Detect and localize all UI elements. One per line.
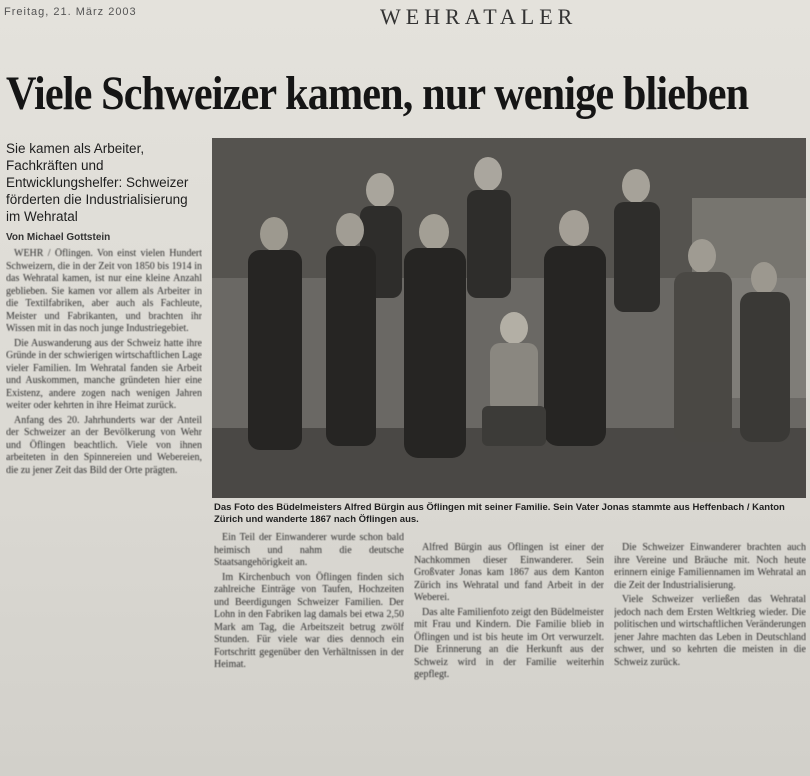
article-column-4 bbox=[614, 542, 806, 774]
article-column-3 bbox=[414, 542, 604, 774]
column-paragraph: Das alte Familienfoto zeigt den Büdelmeister mit Frau und Kindern. Die Familie blieb in Öflingen und ist bis heute im Ort verwurzelt. Die Erinnerung an die Herkunft aus der Schweiz wird in der Familie weiterhin gepflegt. bbox=[414, 606, 604, 680]
date-line: Freitag, 21. März 2003 bbox=[4, 6, 137, 18]
column-paragraph: Die Schweizer Einwanderer brachten auch ihre Vereine und Bräuche mit. Noch heute erinnern einige Familiennamen im Wehratal an die Zeit der Industrialisierung. bbox=[614, 542, 806, 591]
photo-caption: Das Foto des Büdelmeisters Alfred Bürgin aus Öflingen mit seiner Familie. Sein Vater Jonas stammte aus Heffenbach / Kanton Zürich und wanderte 1867 nach Öflingen aus. bbox=[214, 502, 785, 525]
article-column-1 bbox=[6, 248, 202, 772]
column-paragraph: Im Kirchenbuch von Öflingen finden sich zahlreiche Einträge von Taufen, Hochzeiten und Beerdigungen Schweizer Familien. Der Lohn in den Fabriken lag damals bei etwa 2,50 Mark am Tag, die Arbeitszeit betrug zwölf Stunden. Für viele war dies dennoch ein Fortschritt gegenüber den Verhältnissen in der Heimat. bbox=[214, 571, 404, 670]
column-paragraph: Alfred Bürgin aus Öflingen ist einer der Nachkommen dieser Einwanderer. Sein Großvater Jonas kam 1867 aus dem Kanton Zürich ins Wehratal und fand Arbeit in der Weberei. bbox=[414, 542, 604, 603]
article-headline: Viele Schweizer kamen, nur wenige blieben bbox=[6, 67, 749, 120]
newspaper-masthead: WEHRATALER bbox=[380, 4, 578, 29]
column-paragraph: Anfang des 20. Jahrhunderts war der Anteil der Schweizer an der Bevölkerung von Wehr und Öflingen beachtlich. Viele von ihnen arbeiteten in den Spinnereien und Webereien, die zu jener Zeit das Bild der Orte prägten. bbox=[6, 414, 202, 476]
column-paragraph: WEHR / Öflingen. Von einst vielen Hundert Schweizern, die in der Zeit von 1850 bis 1914 in das Wehratal kamen, ist nur eine kleine Anzahl geblieben. Sie kamen vor allem als Arbeiter in die Textilfabriken, aber auch als Fachleute, Meister und Fabrikanten, und brachten ihr Wissen mit in das noch junge Industriegebiet. bbox=[6, 248, 202, 334]
column-paragraph: Die Auswanderung aus der Schweiz hatte ihre Gründe in der schwierigen wirtschaftlichen Lage vieler Familien. Im Wehratal fanden sie Arbeit und Auskommen, manche gründeten hier eine Existenz, andere zogen nach wenigen Jahren weiter oder kehrten in ihre Heimat zurück. bbox=[6, 337, 202, 411]
column-paragraph: Viele Schweizer verließen das Wehratal jedoch nach dem Ersten Weltkrieg wieder. Die politischen und wirtschaftlichen Veränderungen jener Jahre machten das Leben in Deutschland schwer, und so kehrten die meisten in die Schweiz zurück. bbox=[614, 594, 806, 668]
article-column-2 bbox=[214, 532, 404, 774]
column-paragraph: Ein Teil der Einwanderer wurde schon bald heimisch und nahm die deutsche Staatsangehörigkeit an. bbox=[214, 532, 404, 568]
article-lead: Sie kamen als Arbeiter, Fachkräften und Entwicklungshelfer: Schweizer förderten die Industrialisierung im Wehratal bbox=[6, 141, 189, 224]
family-photo-image bbox=[212, 138, 806, 498]
article-byline: Von Michael Gottstein bbox=[6, 232, 111, 243]
family-photo bbox=[212, 138, 806, 498]
